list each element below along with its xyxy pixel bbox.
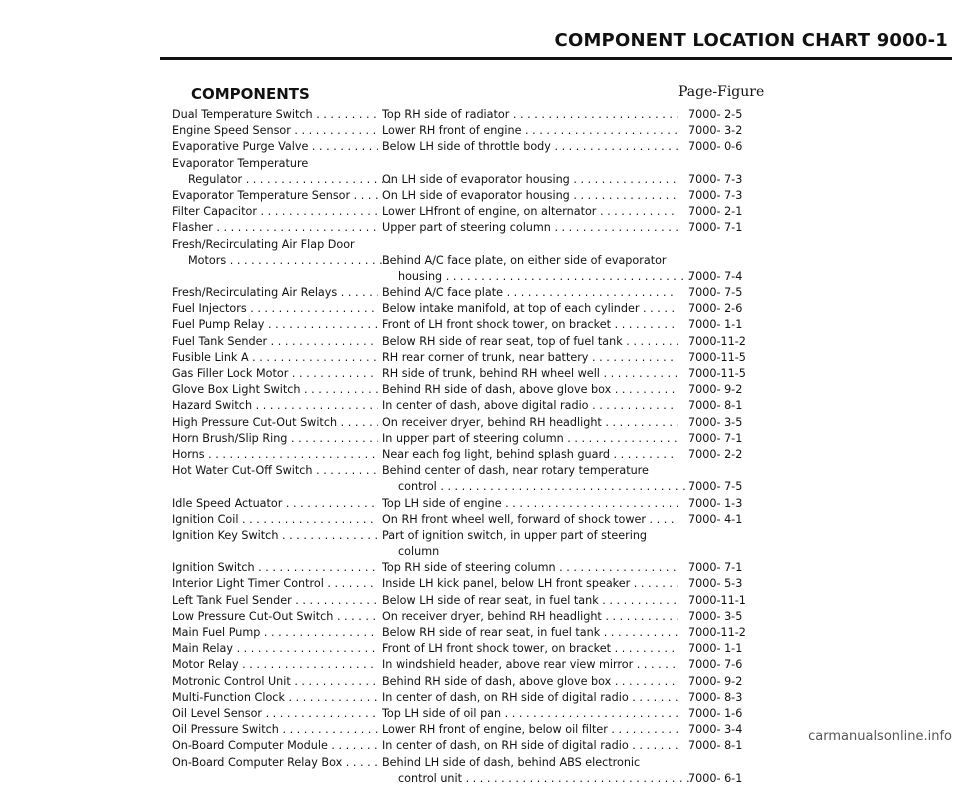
component-name: Fuel Injectors . . .: [172, 301, 378, 317]
component-name: Low Pressure Cut-Out Switch . . .: [172, 609, 378, 625]
component-location: Behind RH side of dash, above glove box . . .: [382, 674, 678, 690]
table-row: [172, 641, 772, 657]
component-name: Gas Filler Lock Motor . . .: [172, 366, 378, 382]
table-row: [172, 382, 772, 398]
page-figure-ref: 7000-11-2: [688, 334, 746, 348]
table-row: [172, 771, 772, 787]
component-location: Front of LH front shock tower, on bracket . . .: [382, 641, 678, 657]
component-name: Motor Relay . . .: [172, 657, 378, 673]
component-location: Top RH side of steering column . . .: [382, 560, 678, 576]
table-row: [172, 706, 772, 722]
component-location: Behind center of dash, near rotary temperature: [382, 464, 649, 478]
component-name: Hazard Switch . . .: [172, 398, 378, 414]
component-location: Upper part of steering column . . .: [382, 220, 678, 236]
page-figure-ref: 7000- 7-5: [688, 480, 743, 494]
table-row: [172, 690, 772, 706]
component-name: Multi-Function Clock . . .: [172, 690, 378, 706]
component-name: Fuel Tank Sender . . .: [172, 334, 378, 350]
page-figure-ref: 7000- 2-6: [688, 302, 743, 316]
component-location: Lower LHfront of engine, on alternator . . .: [382, 204, 678, 220]
table-row: [172, 188, 772, 204]
component-name: Oil Pressure Switch . . .: [172, 722, 378, 738]
component-location: Below RH side of rear seat, top of fuel tank . . .: [382, 334, 678, 350]
page-figure-ref: 7000- 9-2: [688, 674, 743, 688]
component-name: Evaporator Temperature Sensor . . .: [172, 188, 378, 204]
table-row: [172, 674, 772, 690]
page-figure-ref: 7000- 7-6: [688, 658, 743, 672]
table-row: [172, 415, 772, 431]
page-figure-ref: 7000- 6-1: [688, 771, 743, 785]
component-name: Hot Water Cut-Off Switch . . .: [172, 463, 378, 479]
component-name: Fresh/Recirculating Air Relays . . .: [172, 285, 378, 301]
table-row: [172, 560, 772, 576]
page-figure-ref: 7000- 1-3: [688, 496, 743, 510]
component-name: On-Board Computer Module . . .: [172, 738, 378, 754]
table-row: [172, 398, 772, 414]
page-figure-ref: 7000- 3-5: [688, 609, 743, 623]
table-row: [172, 738, 772, 754]
component-name: Ignition Coil . . .: [172, 512, 378, 528]
table-row: [172, 204, 772, 220]
page-figure-ref: 7000- 8-1: [688, 739, 743, 753]
component-location: Below intake manifold, at top of each cylinder . . .: [382, 301, 678, 317]
page-figure-ref: 7000- 8-1: [688, 399, 743, 413]
table-row: [172, 334, 772, 350]
component-location: Below RH side of rear seat, in fuel tank . . .: [382, 625, 678, 641]
component-location: Behind LH side of dash, behind ABS electronic: [382, 755, 641, 769]
table-row: [172, 431, 772, 447]
component-name: Main Relay . . .: [172, 641, 378, 657]
header-rule: [160, 57, 952, 60]
component-location: Top RH side of radiator . . .: [382, 107, 678, 123]
watermark: carmanualsonline.info: [808, 729, 952, 744]
page-figure-ref: 7000- 2-2: [688, 447, 743, 461]
component-location: Near each fog light, behind splash guard . . .: [382, 447, 678, 463]
component-location: Lower RH front of engine, below oil filter . . .: [382, 722, 678, 738]
table-row: [172, 657, 772, 673]
component-location: Below LH side of throttle body . . .: [382, 139, 678, 155]
component-location: Top LH side of oil pan . . .: [382, 706, 678, 722]
table-row: [172, 253, 772, 269]
page-figure-ref: 7000- 7-3: [688, 172, 743, 186]
component-location: control unit . . .: [382, 771, 694, 787]
component-location: Part of ignition switch, in upper part of steering: [382, 528, 648, 542]
component-location: In windshield header, above rear view mirror . . .: [382, 657, 678, 673]
table-row: [172, 479, 772, 495]
component-location: Front of LH front shock tower, on bracket . . .: [382, 317, 678, 333]
component-name: Engine Speed Sensor . . .: [172, 123, 378, 139]
table-row: [172, 576, 772, 592]
component-name: Evaporative Purge Valve . . .: [172, 139, 378, 155]
component-name: On-Board Computer Relay Box . . .: [172, 755, 378, 771]
table-row: [172, 528, 772, 544]
component-name: Idle Speed Actuator . . .: [172, 496, 378, 512]
page-figure-ref: 7000-11-2: [688, 626, 746, 639]
component-location: Behind RH side of dash, above glove box . . .: [382, 382, 678, 398]
page-figure-ref: 7000- 7-1: [688, 561, 743, 575]
table-row: [172, 544, 772, 560]
component-name: Dual Temperature Switch . . .: [172, 107, 378, 123]
page-figure-ref: 7000-11-1: [688, 593, 746, 607]
component-location: On receiver dryer, behind RH headlight . . .: [382, 609, 678, 625]
table-row: [172, 625, 772, 641]
component-name: Glove Box Light Switch . . .: [172, 382, 378, 398]
page-figure-ref: 7000- 7-5: [688, 286, 743, 300]
component-name: Filter Capacitor . . .: [172, 204, 378, 220]
component-location: In center of dash, above digital radio . . .: [382, 398, 678, 414]
component-name: Oil Level Sensor . . .: [172, 706, 378, 722]
table-row: [172, 366, 772, 382]
page-figure-ref: 7000- 8-3: [688, 690, 743, 704]
page-figure-ref: 7000- 7-4: [688, 269, 743, 283]
page-figure-ref: 7000- 2-5: [688, 108, 743, 121]
component-name: Fusible Link A . . .: [172, 350, 378, 366]
table-row: [172, 285, 772, 301]
page-figure-ref: 7000- 7-1: [688, 431, 743, 445]
component-table: [172, 107, 772, 787]
component-location: In upper part of steering column . . .: [382, 431, 678, 447]
component-location: Behind A/C face plate . . .: [382, 285, 678, 301]
component-name: Regulator . . .: [172, 172, 394, 188]
component-location: Below LH side of rear seat, in fuel tank . . .: [382, 593, 678, 609]
table-row: [172, 609, 772, 625]
component-name: Interior Light Timer Control . . .: [172, 576, 378, 592]
table-row: [172, 156, 772, 172]
component-location: housing . . .: [382, 269, 694, 285]
component-location: In center of dash, on RH side of digital radio . . .: [382, 738, 678, 754]
page-header: [0, 0, 960, 56]
component-location: RH side of trunk, behind RH wheel well . . .: [382, 366, 678, 382]
table-row: [172, 172, 772, 188]
table-row: [172, 593, 772, 609]
component-location: On LH side of evaporator housing . . .: [382, 188, 678, 204]
page-figure-ref: 7000- 1-1: [688, 642, 743, 656]
component-name: Main Fuel Pump . . .: [172, 625, 378, 641]
page-figure-ref: 7000- 2-1: [688, 205, 743, 219]
table-row: [172, 220, 772, 236]
component-location: On receiver dryer, behind RH headlight . . .: [382, 415, 678, 431]
component-name: Ignition Key Switch . . .: [172, 528, 378, 544]
table-row: [172, 317, 772, 333]
component-name: Motronic Control Unit . . .: [172, 674, 378, 690]
component-name: High Pressure Cut-Out Switch . . .: [172, 415, 378, 431]
page-figure-ref: 7000- 7-1: [688, 221, 743, 235]
table-row: [172, 237, 772, 253]
table-row: [172, 107, 772, 123]
component-name: Horns . . .: [172, 447, 378, 463]
page-figure-ref: 7000- 5-3: [688, 577, 743, 591]
table-row: [172, 463, 772, 479]
table-row: [172, 123, 772, 139]
component-name: Motors . . .: [172, 253, 394, 269]
table-row: [172, 269, 772, 285]
component-location: Inside LH kick panel, below LH front speaker . . .: [382, 576, 678, 592]
page-figure-ref: 7000- 9-2: [688, 383, 743, 397]
chart-title: COMPONENT LOCATION CHART 9000-1: [554, 30, 948, 51]
component-name: Left Tank Fuel Sender . . .: [172, 593, 378, 609]
page-figure-ref: 7000- 4-1: [688, 512, 743, 526]
page-figure-ref: 7000- 1-6: [688, 706, 743, 720]
table-row: [172, 755, 772, 771]
component-location: On LH side of evaporator housing . . .: [382, 172, 678, 188]
table-row: [172, 350, 772, 366]
component-name: Horn Brush/Slip Ring . . .: [172, 431, 378, 447]
component-location: control . . .: [382, 479, 694, 495]
page-figure-ref: 7000- 0-6: [688, 140, 743, 154]
table-row: [172, 301, 772, 317]
components-heading: COMPONENTS: [191, 85, 310, 103]
component-location: RH rear corner of trunk, near battery . . .: [382, 350, 678, 366]
page-figure-ref: 7000- 3-4: [688, 723, 743, 737]
table-row: [172, 512, 772, 528]
table-row: [172, 139, 772, 155]
page-figure-ref: 7000- 3-2: [688, 124, 743, 138]
page-figure-ref: 7000- 3-5: [688, 415, 743, 429]
table-row: [172, 722, 772, 738]
component-location: Behind A/C face plate, on either side of evaporator: [382, 253, 667, 267]
page-figure-ref: 7000- 7-3: [688, 188, 743, 202]
component-location: Lower RH front of engine . . .: [382, 123, 678, 139]
table-row: [172, 447, 772, 463]
component-name: Evaporator Temperature: [172, 156, 309, 170]
page-figure-ref: 7000- 1-1: [688, 318, 743, 332]
component-name: Flasher . . .: [172, 220, 378, 236]
page-figure-heading: Page-Figure: [678, 84, 765, 100]
component-location: On RH front wheel well, forward of shock tower . . .: [382, 512, 678, 528]
component-name: Fuel Pump Relay . . .: [172, 317, 378, 333]
page-figure-ref: 7000-11-5: [688, 350, 746, 364]
component-location: column: [398, 545, 440, 559]
component-location: Top LH side of engine . . .: [382, 496, 678, 512]
page-figure-ref: 7000-11-5: [688, 367, 746, 380]
component-name: Fresh/Recirculating Air Flap Door: [172, 237, 355, 251]
component-name: Ignition Switch . . .: [172, 560, 378, 576]
table-row: [172, 496, 772, 512]
component-location: In center of dash, on RH side of digital radio . . .: [382, 690, 678, 706]
